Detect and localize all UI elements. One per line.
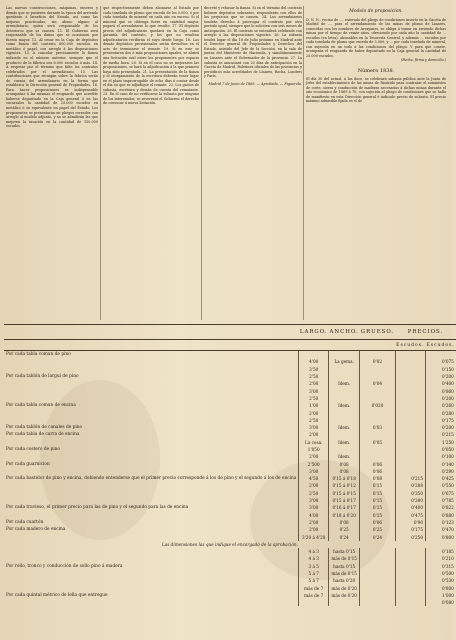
empty-cell [360, 570, 395, 577]
price-cell: 0'140 [426, 460, 456, 467]
price-cell: 0'675 [426, 490, 456, 497]
row-description [4, 439, 299, 446]
row-description [4, 468, 299, 475]
table-row [4, 417, 456, 424]
empty-cell [360, 585, 395, 592]
largo-cell: 3 á 5 [299, 563, 329, 570]
grueso-cell: 0'06 [360, 460, 395, 467]
table-row [4, 380, 456, 387]
price-cell: 0'185 [426, 548, 456, 555]
table-row [4, 387, 456, 394]
largo-cell: 3'00 [299, 424, 329, 431]
grueso-cell [360, 351, 395, 359]
table-row [4, 395, 456, 402]
price-cell: 0'215 [426, 431, 456, 438]
grueso-cell [360, 409, 395, 416]
table-row [4, 424, 456, 431]
table-row [4, 592, 456, 599]
price-cell: 0'260 [426, 402, 456, 409]
row-description [4, 490, 299, 497]
price-cell: 0'90 [395, 519, 425, 526]
ancho-cell: hasta 0'20 [329, 577, 360, 584]
price-cell: 0'200 [426, 395, 456, 402]
price-cell: 0'800 [426, 585, 456, 592]
grueso-cell [360, 446, 395, 453]
row-description [4, 387, 299, 394]
table-row [4, 490, 456, 497]
ancho-cell [329, 373, 360, 380]
price-cell: 0'100 [426, 453, 456, 460]
ancho-cell [329, 599, 360, 606]
column-divider [100, 6, 101, 320]
ancho-cell: 0'16 á 0'17 [329, 504, 360, 511]
ancho-cell: Idem. [329, 402, 360, 409]
empty-cell [360, 577, 395, 584]
row-description: Por cada tabla comun de pino [6, 352, 71, 358]
price-cell [395, 468, 425, 475]
largo-cell [299, 351, 329, 359]
ancho-cell: 0'08 [329, 519, 360, 526]
price-cell: 0'380 [395, 497, 425, 504]
ancho-cell: Idem. [329, 424, 360, 431]
table-row [4, 497, 456, 504]
table-row [4, 402, 456, 409]
price-cell [395, 431, 425, 438]
table-row [4, 468, 456, 475]
ancho-cell [329, 417, 360, 424]
largo-cell: 5 á 7 [299, 577, 329, 584]
price-cell [395, 453, 425, 460]
row-description [4, 482, 299, 489]
grueso-cell [360, 431, 395, 438]
grueso-cell: 0'04 [360, 380, 395, 387]
price-cell [395, 409, 425, 416]
largo-cell: 2'50 [299, 490, 329, 497]
price-cell: 0'860 [426, 387, 456, 394]
text-column-3 [204, 6, 302, 322]
desc-header [4, 325, 299, 340]
grueso-cell: 0'020 [360, 402, 395, 409]
largo-cell: 3'00 [299, 504, 329, 511]
ancho-cell: 0'15 á 0'18 [329, 475, 360, 482]
price-cell [395, 395, 425, 402]
grueso-cell: 0'15 [360, 512, 395, 519]
empty-cell [395, 592, 425, 599]
largo-cell: más de 7 [299, 585, 329, 592]
table-note-row [4, 541, 456, 548]
text-column-4 [306, 6, 446, 322]
price-cell [426, 351, 456, 359]
empty-cell [360, 548, 395, 555]
empty-cell [395, 577, 425, 584]
row-description [4, 555, 299, 562]
grueso-cell: 0'02 [360, 358, 395, 365]
ancho-cell [329, 366, 360, 373]
ancho-cell: Idem. [329, 439, 360, 446]
grueso-cell: 0'15 [360, 482, 395, 489]
largo-cell: 2'50 [299, 373, 329, 380]
price-cell [395, 366, 425, 373]
precios-header: PRECIOS. [395, 325, 456, 340]
largo-cell: 3'00 [299, 468, 329, 475]
price-cell: 0'315 [426, 563, 456, 570]
largo-cell: 2'00 [299, 409, 329, 416]
price-cell: 0'200 [426, 424, 456, 431]
largo-cell: 2'00 [299, 431, 329, 438]
empty-cell [395, 585, 425, 592]
ancho-cell: más de 0'15 [329, 555, 360, 562]
column-text: El día 30 del actual, á las doce, se celebrará subasta pública ante la Junta de Jefes del establecimiento de las minas de Rioárido para contratar el suministro de corte, sierra y conducción de maderas necesarias á dichas minas durante el año económico de 1869 á 70, con sujeción al pliego de condiciones que se halla de manifiesto en esta Dirección general é indicado precio de subasta. El precio máximo admisible fijado es el de [306, 76, 446, 104]
price-cell: 0'530 [426, 577, 456, 584]
largo-cell: 3'00 [299, 497, 329, 504]
largo-cell: 1'050 [299, 446, 329, 453]
grueso-cell: 0'05 [360, 439, 395, 446]
column-text: que respectivamente deben abonarse al Estado por cada tonelada de plomo que exceda de los 5.000, ó por cada tonelada de mineral en cada año en exceso. Si el mineral que se obtenga fuere en cantidad mayor, pagará el arrendatario lo que resulte. 17. El depósito previo del adjudicatario quedará en la Caja como garantía del contrato, y los que no resulten adjudicatarios recibirán el suyo desde luego. 18. Los demás depósitos provisionales serán devueltos en el acto de terminarse el remate. 19. Si en este se presentaren dos ó más proposiciones iguales, se abrirá una licitación oral entre los proponentes por espacio de medio hora. 20. Si en el caso no se mejoraren las proposiciones, se hará la adjudicación á la que primero haya sido presentada. 21. La presentación de la fianza y el otorgamiento de la escritura deberán tener lugar en el plazo improrrogable de ocho días á contar desde el día en que se adjudique el remate. 22. Los gastos de subasta, escritura y demás de cuenta del rematante. 23. En el caso de no verificarse la subasta por ninguno de los interesados, se reservará el Gobierno el derecho de convocar á nueva licitación. [103, 6, 199, 106]
row-description [4, 512, 299, 519]
row-description [4, 585, 299, 592]
price-cell [395, 460, 425, 467]
price-cell: 0'050 [426, 446, 456, 453]
row-description [4, 599, 299, 606]
price-cell: 0'470 [426, 526, 456, 533]
ancho-cell [329, 431, 360, 438]
text-column-2 [103, 6, 199, 322]
price-cell [395, 402, 425, 409]
largo-header: LARGO. [299, 325, 329, 340]
ancho-cell: hasta 0'15 [329, 563, 360, 570]
ancho-cell: hasta 0'15 [329, 548, 360, 555]
row-description: Por cada costero de pino [6, 447, 60, 452]
grueso-cell: 0'15 [360, 490, 395, 497]
largo-cell: 2'00 [299, 482, 329, 489]
empty-cell [395, 563, 425, 570]
grueso-cell [360, 373, 395, 380]
price-cell: 0'200 [426, 373, 456, 380]
price-cell [395, 446, 425, 453]
price-cell [395, 387, 425, 394]
empty-cell [360, 599, 395, 606]
ancho-cell: 0'15 á 0'15 [329, 490, 360, 497]
signature-date: Madrid 7 de Junio de 1869. — Aprobado. — Figuerola. [208, 81, 302, 86]
price-cell: 0'400 [426, 380, 456, 387]
grueso-cell: 0'15 [360, 497, 395, 504]
row-description: Por cada quintal métrico de leña que entregue [6, 592, 108, 598]
price-cell: 0'080 [426, 599, 456, 606]
grueso-cell: 0'03 [360, 424, 395, 431]
text-column-1 [6, 6, 98, 322]
table-row [4, 555, 456, 562]
table-row [4, 373, 456, 380]
row-description [4, 533, 299, 540]
price-cell [395, 424, 425, 431]
grueso-cell [360, 453, 395, 460]
price-cell [395, 380, 425, 387]
column-text: decretó y rehusar la fianza. Si en el término del contrato hubiere depósitos sobrantes, responderán con ellos de las perjuicios que se causen. 24. Los arrendatarios tendrán derecho á prorrogar el contrato por otro período igual, siempre que lo soliciten con seis meses de anticipación. 25. El contrato se entenderá celebrado con arreglo á las disposiciones vigentes. 26. La subasta tendrá lugar el día 18 de Julio próximo en Madrid ante el Director general de Propiedades y Derechos del Estado, asistido del Jefe de la Sección, en la sala de juntas del Ministerio de Hacienda, y simultáneamente en Linares ante el Gobernador de la provincia. 27. La subasta se anunciará con 20 días de anticipación en la Gaceta de Madrid, Boletines oficiales de las provincias y periódicos más acreditados de Linares, Rocha, Londres y París. [204, 6, 302, 79]
ancho-cell: más de 0'15 [329, 570, 360, 577]
largo-cell: 4'00 [299, 358, 329, 365]
table-row [4, 585, 456, 592]
table-row [4, 504, 456, 511]
price-cell: 0'400 [395, 504, 425, 511]
grueso-cell: 0'08 [360, 475, 395, 482]
largo-cell: 2'50 [299, 395, 329, 402]
ancho-cell [329, 351, 360, 359]
row-description [4, 570, 299, 577]
largo-cell: 5 á 7 [299, 570, 329, 577]
price-cell: 0'880 [426, 512, 456, 519]
price-cell: 1'250 [426, 439, 456, 446]
price-cell: 0'822 [426, 504, 456, 511]
empty-cell [360, 555, 395, 562]
largo-cell: 3'50 [299, 366, 329, 373]
largo-cell: 1'00 [299, 402, 329, 409]
row-description: Por cada guarnicion [6, 461, 50, 467]
row-description [4, 395, 299, 402]
table-row [4, 526, 456, 533]
table-row [4, 548, 456, 555]
grueso-cell [360, 395, 395, 402]
price-cell: 0'785 [426, 497, 456, 504]
price-cell [395, 351, 425, 359]
ancho-cell: 0'24 [329, 533, 360, 540]
largo-cell: 2'00 [299, 453, 329, 460]
price-cell: 0'150 [426, 366, 456, 373]
table-row [4, 358, 456, 365]
table-row [4, 533, 456, 540]
largo-cell: 2'500 [299, 460, 329, 467]
ancho-cell [329, 409, 360, 416]
price-cell: 0'550 [426, 482, 456, 489]
table-row [4, 512, 456, 519]
price-cell: 0'123 [426, 519, 456, 526]
ancho-cell: más de 0'20 [329, 585, 360, 592]
price-cell: 0'215 [395, 475, 425, 482]
price-cell: 0'290 [426, 468, 456, 475]
ancho-cell: más de 0'20 [329, 592, 360, 599]
grueso-cell: 0'06 [360, 519, 395, 526]
price-cell: 0'475 [395, 512, 425, 519]
row-description [4, 548, 299, 555]
price-cell: 0'500 [426, 570, 456, 577]
grueso-header: GRUESO. [360, 325, 395, 340]
table-row [4, 577, 456, 584]
price-cell: 0'175 [395, 526, 425, 533]
empty-cell [395, 599, 425, 606]
row-description: Por cada travieso, el primer precio para las de pino y el segundo para las de encina [6, 505, 189, 511]
price-cell: 0'800 [426, 533, 456, 540]
largo-cell: 2'00 [299, 526, 329, 533]
column-text: Las nuevas construcciones, máquinas, enseres y demás que se pusieren durante la época del arriendo quedarán á beneficio del Estado, así como las mejoras practicadas, sin abono alguno al arrendatario, quien será responsable de los deterioros que se causen. 11. El Gobierno será responsable de los daños que se ocasionen por fuerza mayor. 12. Al cesar en la Caja de depósitos como fianza del contrato 600.000 escudos en metálico ó papel, con arreglo á las disposiciones vigentes. 13. A cancelar precisamente la fianza indicada en el número anterior, siempre que el producto de la fábrica sea 6.000 escudos ó más. 14. A respetar por el término que falte los contratos celebrados por el arrendatario. 15. Las contribuciones que recaigan sobre la fábrica serán de cuenta del arrendatario en la forma que establezca la Dirección general de Propiedades. 16. Para hacer proposiciones es indispensable acompañar á las mismas el resguardo que acredite haberse depositado en la Caja general ó en las sucursales la cantidad de 25.000 escudos en metálico ó su equivalente en papel del Estado. Los proponentes se presentarán en pliegos cerrados con arreglo al modelo adjunto, y no se admitirán las que mejoren la tasación en la cantidad de 150.000 escudos. [6, 6, 98, 129]
column-divider [201, 6, 202, 320]
ancho-cell: 0'18 á 0'20 [329, 512, 360, 519]
price-cell [395, 358, 425, 365]
table-row [4, 519, 456, 526]
empty-cell [395, 548, 425, 555]
price-cell: 0'210 [426, 555, 456, 562]
signature-note: (Fecha, firma y domicilio.) [401, 58, 446, 63]
empty-cell [360, 592, 395, 599]
grueso-cell: 0'06 [360, 468, 395, 475]
table-row [4, 409, 456, 416]
row-description: Por cada tablón de canales de pino [6, 425, 83, 431]
table-row [4, 439, 456, 446]
ancho-cell: 0'15 á 0'17 [329, 497, 360, 504]
table-row [4, 482, 456, 489]
largo-cell: 4'50 [299, 475, 329, 482]
ancho-cell: Idem. [329, 380, 360, 387]
row-description: Por cada madero de encina [6, 527, 66, 533]
row-description [4, 417, 299, 424]
ancho-cell: Idem. [329, 453, 360, 460]
price-cell [395, 373, 425, 380]
price-cell: 0'425 [426, 475, 456, 482]
price-cell: 1'000 [426, 592, 456, 599]
row-description: Por cada cuartón [6, 519, 44, 525]
empty-cell [395, 570, 425, 577]
grueso-cell: 0'25 [360, 526, 395, 533]
largo-cell [299, 599, 329, 606]
largo-cell: más de 7 [299, 592, 329, 599]
table-row [4, 460, 456, 467]
ancho-cell [329, 387, 360, 394]
table-row [4, 570, 456, 577]
row-description [4, 366, 299, 373]
ancho-cell: 0'25 [329, 526, 360, 533]
table-row [4, 475, 456, 482]
largo-cell: La cosa. [299, 439, 329, 446]
price-cell: 0'288 [395, 482, 425, 489]
largo-cell: 3'20 á 4'20 [299, 533, 329, 540]
row-description [4, 453, 299, 460]
row-description [4, 497, 299, 504]
ancho-header: ANCHO. [329, 325, 360, 340]
table-row [4, 431, 456, 438]
largo-cell: 4 á 3 [299, 548, 329, 555]
table-note: Las dimensiones las que indique el encargado de la aprobación. [161, 541, 298, 547]
ancho-cell [329, 395, 360, 402]
table-row [4, 563, 456, 570]
largo-cell: 2'50 [299, 417, 329, 424]
largo-cell: 3'00 [299, 387, 329, 394]
ancho-cell: 0'15 á 0'12 [329, 482, 360, 489]
empty-cell [360, 563, 395, 570]
table-row [4, 366, 456, 373]
column-divider [303, 6, 304, 320]
ancho-cell [329, 446, 360, 453]
largo-cell: 2'00 [299, 519, 329, 526]
table-row [4, 599, 456, 606]
row-description: Por cada tabla de carra de encina [6, 432, 80, 438]
grueso-cell: 0'24 [360, 533, 395, 540]
table-row [4, 453, 456, 460]
ancho-cell: 0'08 [329, 468, 360, 475]
table-row [4, 351, 456, 359]
largo-cell: 4 á 3 [299, 555, 329, 562]
grueso-cell [360, 387, 395, 394]
largo-cell: 2'00 [299, 380, 329, 387]
row-description: Por rollo, tronco y conducción de sollo pino á madera [6, 563, 123, 569]
row-description: Por cada tabla comun de encina [6, 403, 76, 409]
grueso-cell [360, 417, 395, 424]
price-table [4, 324, 456, 606]
empty-cell [395, 555, 425, 562]
ancho-cell: 0'08 [329, 460, 360, 467]
ancho-cell: La gema. [329, 358, 360, 365]
escudos-header: Escudos. [426, 340, 456, 351]
price-cell: 0'250 [395, 533, 425, 540]
grueso-cell [360, 366, 395, 373]
price-cell: 0'175 [426, 417, 456, 424]
row-description [4, 380, 299, 387]
section-title: Modelo de proposicion. [349, 9, 403, 14]
grueso-cell: 0'15 [360, 504, 395, 511]
price-cell: 0'350 [395, 490, 425, 497]
escudos-header: Escudos. [395, 340, 425, 351]
table-row [4, 446, 456, 453]
price-cell: 0'075 [426, 358, 456, 365]
row-description [4, 577, 299, 584]
largo-cell: 4'00 [299, 512, 329, 519]
price-cell [395, 439, 425, 446]
row-description: Por cada bastidor de pino y encina, debiendo entenderse que el primer precio corresponde á los de pino y el segundo á los de encina [6, 476, 297, 482]
row-description [4, 358, 299, 365]
price-cell: 0'280 [426, 409, 456, 416]
column-text: D. N. N., vecino de ..., enterado del pliego de condiciones inserto en la Gaceta de Madrid de ..., para el arrendamiento de las minas de plomo de Linares, conocidas con los nombres de Arrayanes, se obliga á tomar en arriendo dichas minas por el tiempo de veinte años, ofreciendo por cada año la cantidad de ... escudos (en letra), abonables en la Tesorería Central, y además ... escudos por cada tonelada de plomo que exceda de 5.000, y ... por cada tonelada de mineral, con sujeción en un todo á las condiciones del pliego. Y para que conste, acompaña el resguardo de haber depositado en la Caja general la cantidad de 25.000 escudos. [306, 17, 446, 58]
notice-number: Número 1838. [357, 68, 395, 75]
row-description [4, 409, 299, 416]
price-cell [395, 417, 425, 424]
row-description: Por cada tablón de larguí de pino [6, 374, 79, 380]
